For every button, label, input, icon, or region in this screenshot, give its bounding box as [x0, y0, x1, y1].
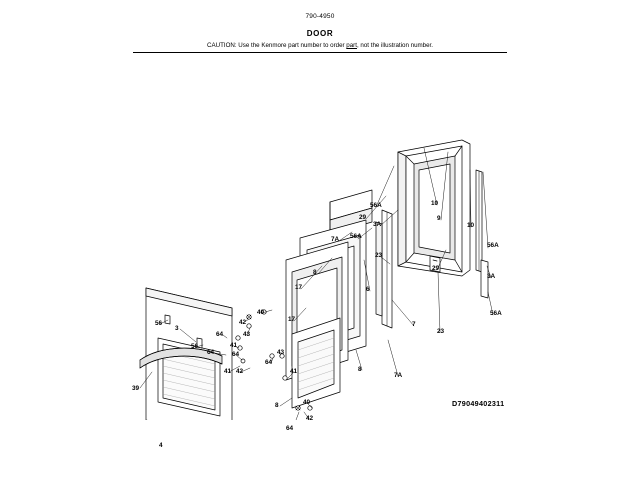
callout-29-2: 29	[432, 265, 440, 272]
callout-56a-1: 56A	[370, 202, 382, 209]
caution-text-emphasis: part	[346, 42, 357, 49]
callout-43-1: 43	[243, 331, 251, 338]
callout-8-2: 8	[358, 366, 362, 373]
callout-64-4: 64	[265, 359, 273, 366]
callout-8-1: 8	[313, 269, 317, 276]
callout-6: 6	[366, 286, 370, 293]
callout-7: 7	[412, 321, 416, 328]
callout-29-1: 29	[359, 214, 367, 221]
callout-10-2: 10	[467, 222, 475, 229]
page-title: DOOR	[306, 29, 334, 38]
callout-7a-1: 7A	[331, 236, 340, 243]
callout-17-2: 17	[288, 316, 296, 323]
caution-text-pre: CAUTION: Use the Kenmore part number to order	[207, 42, 347, 49]
callout-64-5: 64	[286, 425, 294, 432]
callout-23-2: 23	[437, 328, 445, 335]
caution-note	[0, 42, 640, 49]
callout-9: 9	[437, 215, 441, 222]
callout-4: 4	[159, 442, 163, 449]
callout-42-1: 42	[239, 319, 247, 326]
callout-64-3: 64	[232, 351, 240, 358]
callout-42-3: 42	[306, 415, 314, 422]
callout-3: 3	[175, 325, 179, 332]
callout-40-1: 40	[257, 309, 265, 316]
callout-43-2: 43	[277, 349, 285, 356]
callout-64-2: 64	[207, 349, 215, 356]
callout-56-1: 56	[155, 320, 163, 327]
callout-42-2: 42	[236, 368, 244, 375]
callout-3a-1: 3A	[373, 221, 382, 228]
callout-56a-4: 56A	[490, 310, 502, 317]
callout-17-1: 17	[295, 284, 303, 291]
model-number: 790-4950	[305, 13, 335, 20]
caution-text-post: , not the illustration number.	[356, 42, 433, 49]
exploded-door-diagram	[0, 60, 640, 420]
callout-56a-2: 56A	[350, 233, 362, 240]
window-glass-panel	[292, 318, 340, 408]
callout-41-1: 41	[230, 342, 238, 349]
callout-7a-2: 7A	[394, 372, 403, 379]
callout-39: 39	[132, 385, 140, 392]
callout-8-3: 8	[275, 402, 279, 409]
inner-door-frame-group	[398, 140, 470, 276]
header-divider	[133, 52, 507, 53]
callout-23-1: 23	[375, 252, 383, 259]
callout-10-1: 10	[431, 200, 439, 207]
callout-41-3: 41	[290, 368, 298, 375]
document-id: D79049402311	[452, 399, 505, 408]
callout-56-2: 56	[191, 343, 199, 350]
callout-56a-3: 56A	[487, 242, 499, 249]
callout-64-1: 64	[216, 331, 224, 338]
callout-41-2: 41	[224, 368, 232, 375]
callout-3a-2: 3A	[487, 273, 496, 280]
callout-40-2: 40	[303, 399, 311, 406]
